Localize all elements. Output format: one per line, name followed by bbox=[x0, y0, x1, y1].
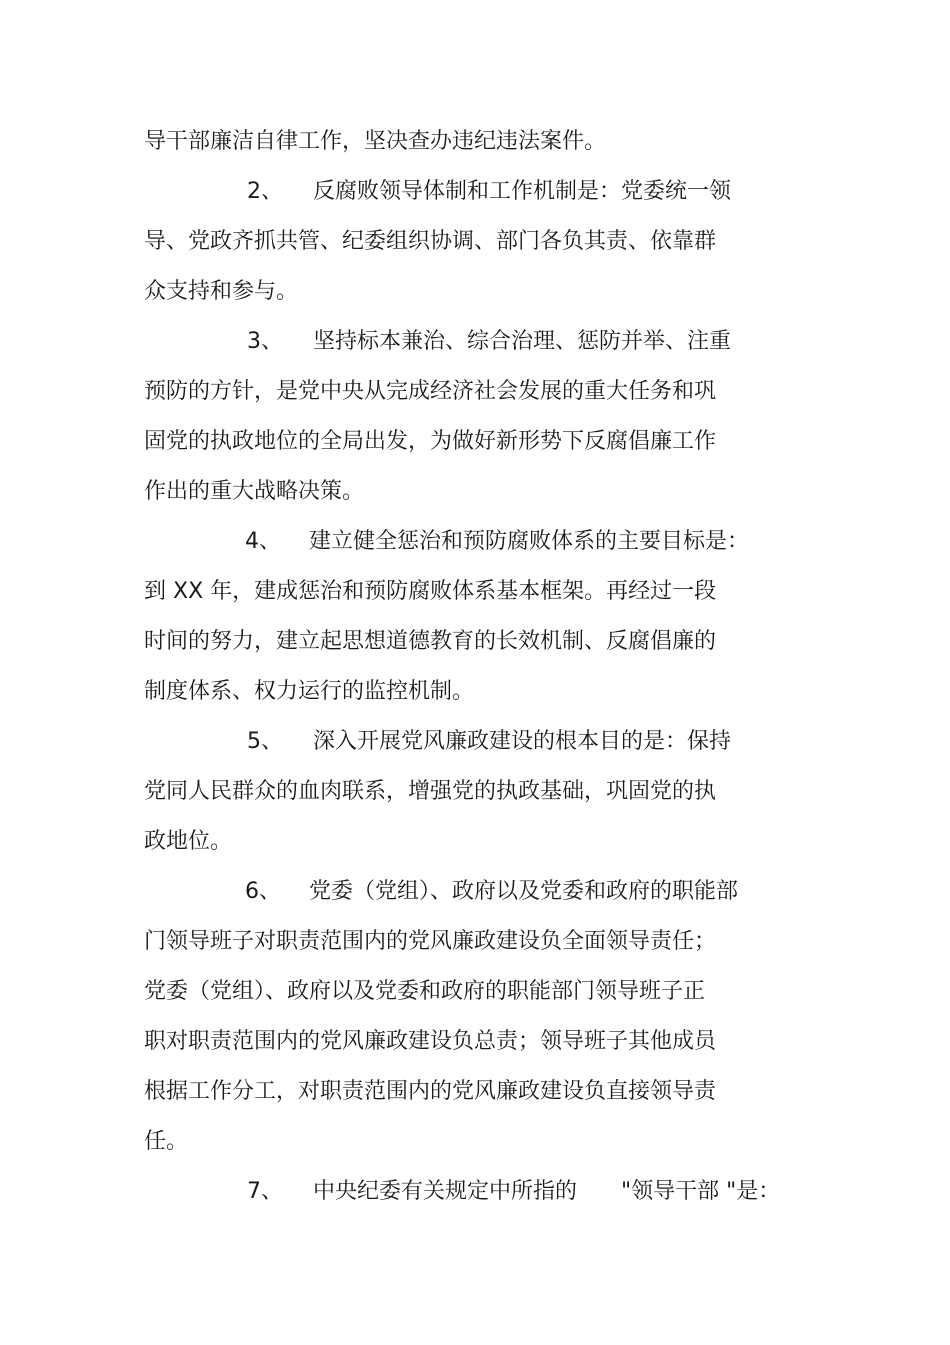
item-number: 6、 bbox=[245, 879, 281, 904]
text-line: 制度体系、权力运行的监控机制。 bbox=[144, 679, 475, 704]
text-line: 职对职责范围内的党风廉政建设负总责；领导班子其他成员 bbox=[144, 1029, 717, 1054]
text-line: 党同人民群众的血肉联系，增强党的执政基础，巩固党的执 bbox=[144, 779, 717, 804]
list-item bbox=[245, 526, 775, 558]
text-line: 党委（党组）、政府以及党委和政府的职能部门领导班子正 bbox=[144, 979, 706, 1004]
text-line: 预防的方针，是党中央从完成经济社会发展的重大任务和巩 bbox=[144, 379, 717, 404]
item-number: 4、 bbox=[245, 529, 281, 554]
item-text: 中央纪委有关规定中所指的 bbox=[313, 1179, 578, 1204]
item-number: 2、 bbox=[247, 179, 283, 204]
item-text: 建立健全惩治和预防腐败体系的主要目标是： bbox=[309, 529, 750, 554]
text-line: 到 XX 年，建成惩治和预防腐败体系基本框架。再经过一段 bbox=[144, 579, 717, 604]
text-line: 导、党政齐抓共管、纪委组织协调、部门各负其责、依靠群 bbox=[144, 229, 717, 254]
item-text: 深入开展党风廉政建设的根本目的是：保持 bbox=[313, 729, 732, 754]
text-line: 任。 bbox=[144, 1129, 189, 1154]
text-line: 固党的执政地位的全局出发，为做好新形势下反腐倡廉工作 bbox=[144, 429, 717, 454]
list-item bbox=[245, 876, 785, 908]
text-line: 时间的努力，建立起思想道德教育的长效机制、反腐倡廉的 bbox=[144, 629, 717, 654]
list-item bbox=[247, 326, 767, 358]
item-number: 3、 bbox=[247, 329, 283, 354]
quoted-term: "领导干部 "是： bbox=[621, 1179, 781, 1204]
item-text: 反腐败领导体制和工作机制是：党委统一领 bbox=[313, 179, 732, 204]
item-number: 5、 bbox=[247, 729, 283, 754]
list-item bbox=[247, 726, 767, 758]
list-item bbox=[247, 1176, 797, 1208]
item-text: 坚持标本兼治、综合治理、惩防并举、注重 bbox=[313, 329, 732, 354]
text-line: 门领导班子对职责范围内的党风廉政建设负全面领导责任； bbox=[144, 929, 717, 954]
text-line: 导干部廉洁自律工作，坚决查办违纪违法案件。 bbox=[144, 129, 607, 154]
text-line: 作出的重大战略决策。 bbox=[144, 479, 365, 504]
text-line: 众支持和参与。 bbox=[144, 279, 299, 304]
text-line: 根据工作分工，对职责范围内的党风廉政建设负直接领导责 bbox=[144, 1079, 717, 1104]
item-text: 党委（党组）、政府以及党委和政府的职能部 bbox=[309, 879, 739, 904]
item-number: 7、 bbox=[247, 1179, 283, 1204]
list-item bbox=[247, 176, 767, 208]
text-line: 政地位。 bbox=[144, 829, 233, 854]
